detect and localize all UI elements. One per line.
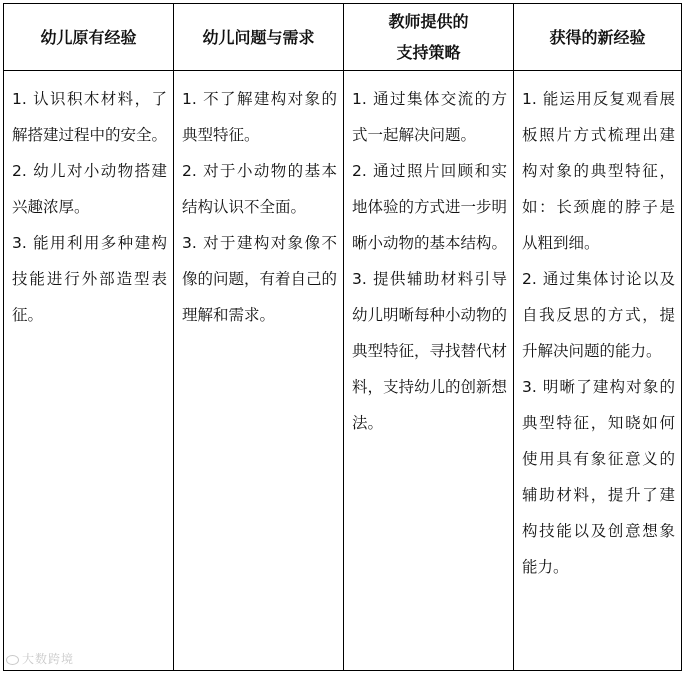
watermark-logo-icon bbox=[6, 655, 19, 665]
header-new-experience: 获得的新经验 bbox=[514, 4, 682, 71]
list-item: 3. 能用利用多种建构技能进行外部造型表征。 bbox=[12, 234, 167, 324]
table-header-row bbox=[4, 4, 682, 71]
list-item: 3. 提供辅助材料引导幼儿明晰每种小动物的典型特征，寻找替代材料，支持幼儿的创新想法。 bbox=[352, 270, 508, 432]
watermark-text: 大数跨境 bbox=[22, 652, 75, 666]
header-prior-experience: 幼儿原有经验 bbox=[4, 4, 174, 71]
list-item: 2. 对于小动物的基本结构认识不全面。 bbox=[182, 162, 337, 216]
list-item: 1. 通过集体交流的方式一起解决问题。 bbox=[352, 90, 507, 144]
cell-teacher-strategies bbox=[344, 71, 514, 671]
watermark bbox=[6, 652, 74, 666]
table-row bbox=[4, 71, 682, 671]
experience-table-container bbox=[3, 3, 681, 671]
cell-prior-experience bbox=[4, 71, 174, 671]
cell-problems-needs bbox=[174, 71, 344, 671]
list-item: 2. 通过照片回顾和实地体验的方式进一步明晰小动物的基本结构。 bbox=[352, 162, 508, 252]
header-teacher-strategies: 教师提供的 支持策略 bbox=[344, 4, 514, 71]
experience-table bbox=[3, 3, 682, 671]
list-item: 3. 明晰了建构对象的典型特征，知晓如何使用具有象征意义的辅助材料，提升了建构技能以及创意想象能力。 bbox=[522, 378, 675, 576]
cell-new-experience bbox=[514, 71, 682, 671]
list-item: 3. 对于建构对象像不像的问题，有着自己的理解和需求。 bbox=[182, 234, 338, 324]
list-item: 2. 幼儿对小动物搭建兴趣浓厚。 bbox=[12, 162, 167, 216]
list-item: 1. 能运用反复观看展板照片方式梳理出建构对象的典型特征，如：长颈鹿的脖子是从粗到细。 bbox=[522, 90, 675, 252]
list-item: 1. 不了解建构对象的典型特征。 bbox=[182, 90, 337, 144]
list-item: 1. 认识积木材料，了解搭建过程中的安全。 bbox=[12, 90, 168, 144]
list-item: 2. 通过集体讨论以及自我反思的方式，提升解决问题的能力。 bbox=[522, 270, 675, 360]
header-problems-needs: 幼儿问题与需求 bbox=[174, 4, 344, 71]
